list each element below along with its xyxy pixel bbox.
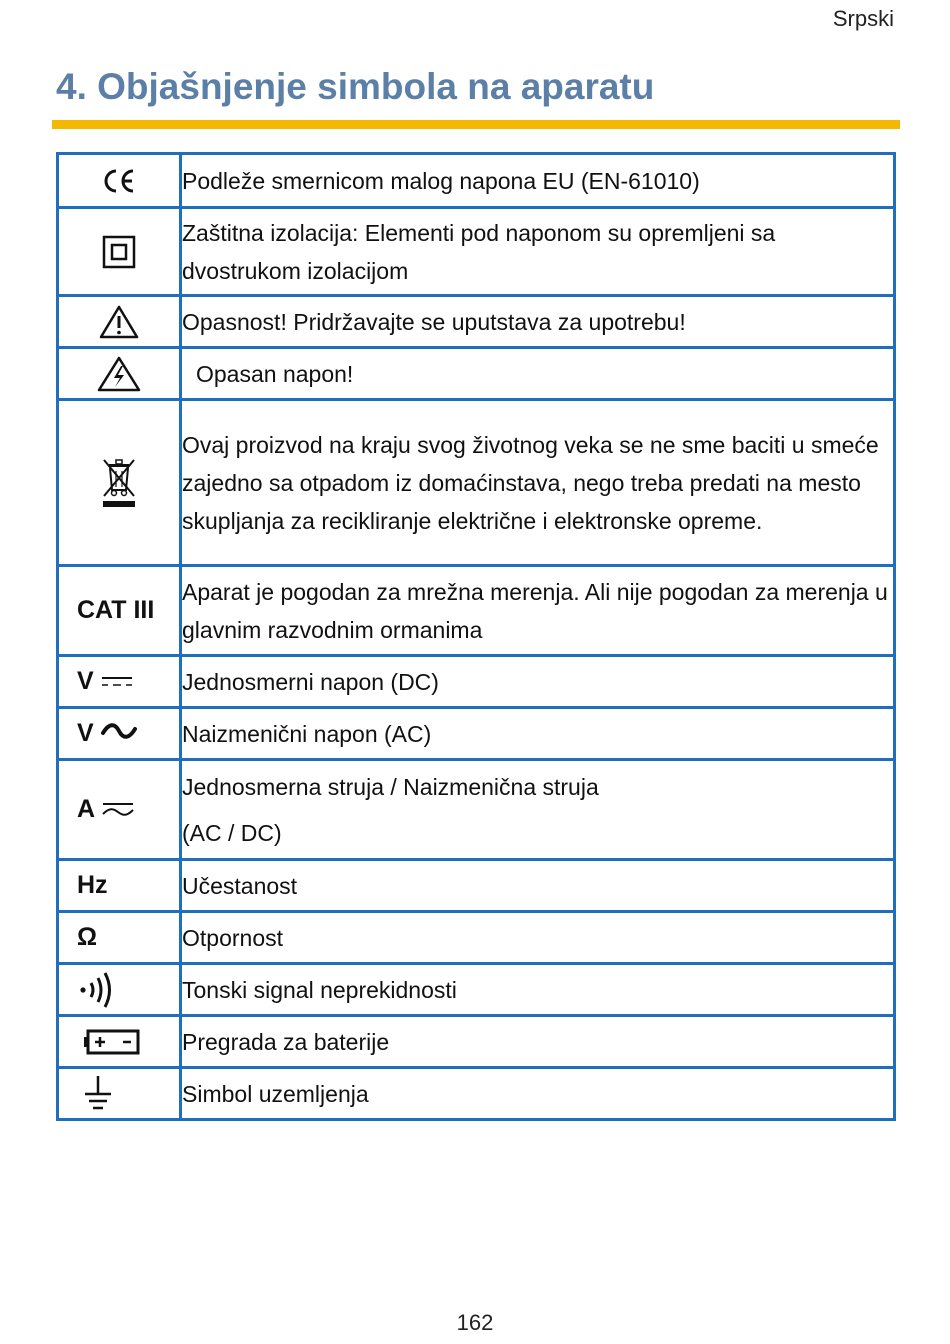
- ohm-symbol: Ω: [77, 923, 98, 951]
- voltage-symbol: V: [77, 719, 94, 747]
- table-row: [58, 348, 895, 400]
- table-row: [58, 1068, 895, 1120]
- row-description: Zaštitna izolacija: Elementi pod naponom su opremljeni sa dvostrukom izolacijom: [181, 208, 895, 296]
- table-row: [58, 760, 895, 860]
- table-row: [58, 154, 895, 208]
- row-description: Naizmenični napon (AC): [181, 708, 895, 760]
- voltage-symbol: V: [77, 667, 94, 695]
- page-number: 162: [456, 1310, 494, 1335]
- current-symbol: A: [77, 795, 96, 823]
- dc-icon: [100, 674, 134, 690]
- table-row: [58, 860, 895, 912]
- section-title: 4. Objašnjenje simbola na aparatu: [56, 66, 655, 107]
- double-insulation-icon: [102, 235, 136, 269]
- row-description: Tonski signal neprekidnosti: [181, 964, 895, 1016]
- high-voltage-icon: [96, 355, 142, 393]
- ground-icon: [83, 1074, 113, 1114]
- table-row: [58, 400, 895, 566]
- battery-icon: [83, 1028, 141, 1056]
- table-row: [58, 1016, 895, 1068]
- table-row: [58, 296, 895, 348]
- table-row: [58, 964, 895, 1016]
- row-description: Učestanost: [181, 860, 895, 912]
- row-description: Jednosmerna struja / Naizmenična struja: [182, 773, 599, 800]
- row-description: Opasan napon!: [181, 348, 895, 400]
- table-row: [58, 566, 895, 656]
- continuity-beep-icon: [77, 970, 121, 1010]
- table-row: [58, 656, 895, 708]
- weee-bin-icon: [99, 456, 139, 510]
- row-description: Jednosmerni napon (DC): [181, 656, 895, 708]
- row-description: Opasnost! Pridržavajte se uputstava za upotrebu!: [181, 296, 895, 348]
- row-description-line2: (AC / DC): [182, 819, 282, 846]
- row-description: Simbol uzemljenja: [181, 1068, 895, 1120]
- row-description: Otpornost: [181, 912, 895, 964]
- hz-symbol: Hz: [77, 871, 108, 899]
- row-description: Podleže smernicom malog napona EU (EN-61010): [181, 154, 895, 208]
- table-row: [58, 708, 895, 760]
- row-description: Aparat je pogodan za mrežna merenja. Ali nije pogodan za merenja u glavnim razvodnim ormanima: [181, 566, 895, 656]
- table-row: [58, 912, 895, 964]
- row-description: Pregrada za baterije: [181, 1016, 895, 1068]
- symbols-table: [56, 152, 896, 1121]
- warning-triangle-icon: [98, 304, 140, 340]
- title-underline: [52, 120, 900, 129]
- header-language: Srpski: [832, 6, 894, 31]
- ac-icon: [100, 723, 138, 745]
- row-description: Ovaj proizvod na kraju svog životnog veka se ne sme baciti u smeće zajedno sa otpadom iz domaćinstava, nego treba predati na mesto skupljanja za recikliranje električne i elektronske opreme.: [181, 400, 895, 566]
- table-row: [58, 208, 895, 296]
- cat-iii-symbol: CAT III: [77, 596, 155, 624]
- ce-mark-icon: [101, 168, 137, 194]
- ac-dc-icon: [101, 800, 135, 820]
